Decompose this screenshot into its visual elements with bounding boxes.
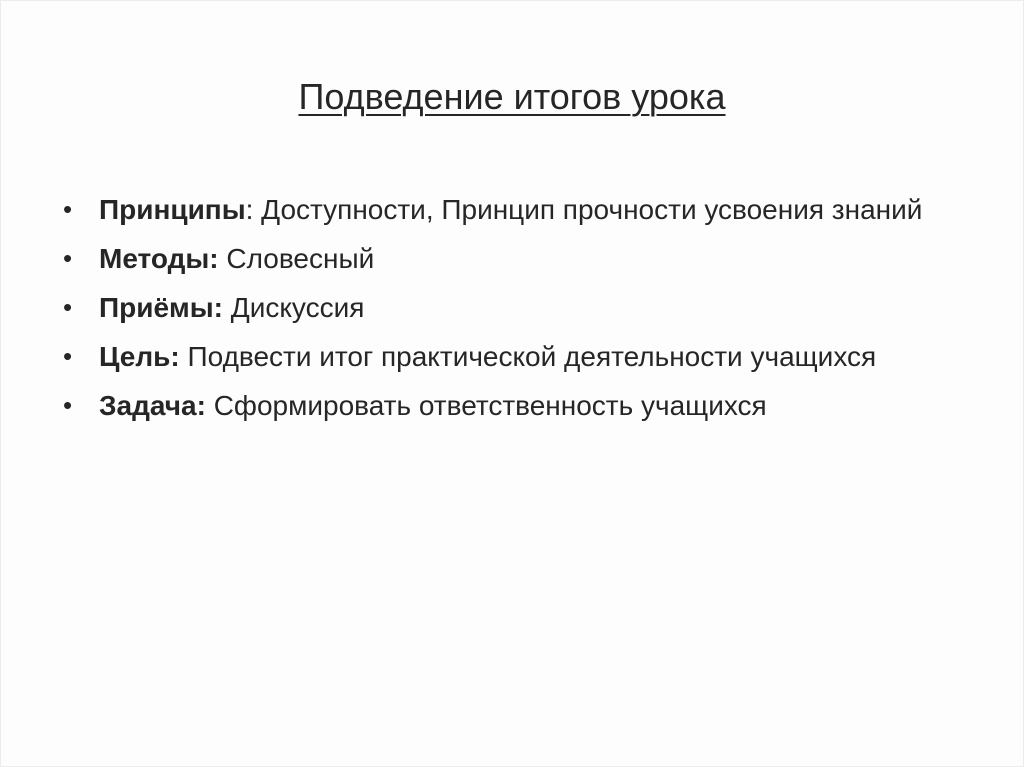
bullet-icon: •	[63, 341, 73, 371]
bullet-text: Словесный	[226, 243, 375, 274]
bullet-text: Доступности, Принцип прочности усвоения знаний	[261, 194, 923, 225]
bullet-term: Методы:	[99, 243, 219, 274]
bullet-item-task	[63, 385, 973, 426]
bullet-item-methods	[63, 238, 973, 279]
bullet-term: Принципы	[99, 194, 246, 225]
bullet-term: Цель:	[99, 341, 180, 372]
bullet-icon: •	[63, 390, 73, 420]
bullet-item-goal	[63, 336, 973, 377]
bullet-list	[63, 189, 973, 434]
bullet-text: Сформировать ответственность учащихся	[213, 390, 767, 421]
bullet-separator: :	[245, 194, 262, 225]
bullet-separator	[223, 292, 231, 323]
bullet-icon: •	[63, 243, 73, 273]
bullet-separator	[206, 390, 214, 421]
bullet-icon: •	[63, 292, 73, 322]
bullet-item-techniques	[63, 287, 973, 328]
bullet-icon: •	[63, 194, 73, 224]
bullet-text: Подвести итог практической деятельности учащихся	[187, 341, 877, 372]
bullet-term: Приёмы:	[99, 292, 223, 323]
bullet-term: Задача:	[99, 390, 206, 421]
bullet-text: Дискуссия	[230, 292, 365, 323]
slide-title: Подведение итогов урока	[298, 76, 726, 117]
bullet-item-principles	[63, 189, 973, 230]
